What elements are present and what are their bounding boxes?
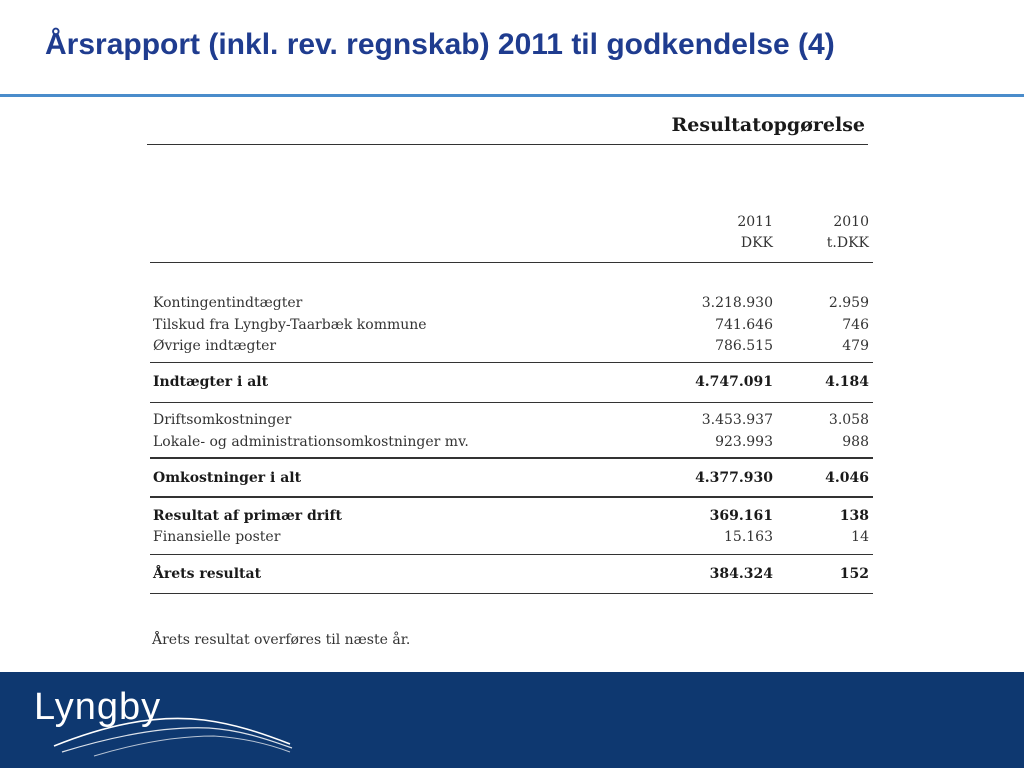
table-row — [150, 293, 873, 315]
title-divider — [0, 94, 1024, 97]
row-label: Omkostninger i alt — [153, 469, 302, 486]
logo-text: Lyngby — [34, 686, 162, 728]
table-row — [150, 527, 873, 549]
value-2010: 2.959 — [828, 295, 869, 311]
value-2011: 15.163 — [724, 529, 773, 545]
slide-title: Årsrapport (inkl. rev. regnskab) 2011 til godkendelse (4) — [45, 28, 835, 61]
column-header-2010 — [827, 212, 869, 254]
row-label: Finansielle poster — [153, 529, 281, 545]
column-headers — [150, 212, 873, 262]
value-2011: 4.747.091 — [695, 374, 773, 390]
table-row-total — [150, 468, 873, 490]
row-label: Årets resultat — [153, 566, 262, 582]
income-statement-table — [150, 212, 873, 594]
row-label: Driftsomkostninger — [153, 412, 292, 428]
row-label: Kontingentindtægter — [153, 295, 303, 311]
footnote: Årets resultat overføres til næste år. — [152, 632, 411, 648]
report-heading: Resultatopgørelse — [671, 114, 865, 136]
footer-bar — [0, 672, 1024, 768]
value-2011: 384.324 — [709, 566, 773, 582]
value-2010: 479 — [842, 338, 869, 354]
section-divider — [150, 593, 873, 595]
row-label: Tilskud fra Lyngby-Taarbæk kommune — [153, 316, 427, 333]
value-2010: 4.046 — [825, 469, 869, 486]
value-2011: 4.377.930 — [695, 469, 773, 486]
column-unit: t.DKK — [826, 235, 869, 251]
row-label: Resultat af primær drift — [153, 507, 342, 524]
logo-swoosh-icon — [34, 686, 304, 758]
value-2011: 786.515 — [715, 338, 773, 354]
table-row — [150, 336, 873, 358]
heading-divider — [147, 144, 868, 145]
value-2011: 3.218.930 — [701, 295, 773, 311]
value-2010: 14 — [851, 529, 869, 545]
column-year: 2010 — [833, 214, 869, 230]
value-2010: 3.058 — [828, 412, 869, 428]
table-row-total — [150, 506, 873, 528]
lyngby-logo — [34, 686, 304, 758]
table-row — [150, 410, 873, 432]
table-row-total — [150, 372, 873, 394]
value-2010: 988 — [842, 433, 869, 450]
column-header-2011 — [737, 212, 773, 254]
table-row — [150, 432, 873, 454]
column-year: 2011 — [737, 214, 773, 230]
column-unit: DKK — [740, 235, 773, 251]
table-row — [150, 315, 873, 337]
value-2010: 4.184 — [825, 374, 869, 390]
row-label: Indtægter i alt — [153, 374, 269, 390]
value-2011: 923.993 — [715, 433, 773, 450]
value-2010: 152 — [839, 566, 869, 582]
value-2011: 3.453.937 — [701, 412, 773, 428]
value-2011: 369.161 — [709, 507, 773, 524]
table-row-total — [150, 564, 873, 586]
value-2011: 741.646 — [715, 316, 773, 333]
row-label: Lokale- og administrationsomkostninger mv. — [153, 433, 469, 450]
value-2010: 746 — [842, 316, 869, 333]
value-2010: 138 — [839, 507, 869, 524]
row-label: Øvrige indtægter — [153, 338, 277, 354]
